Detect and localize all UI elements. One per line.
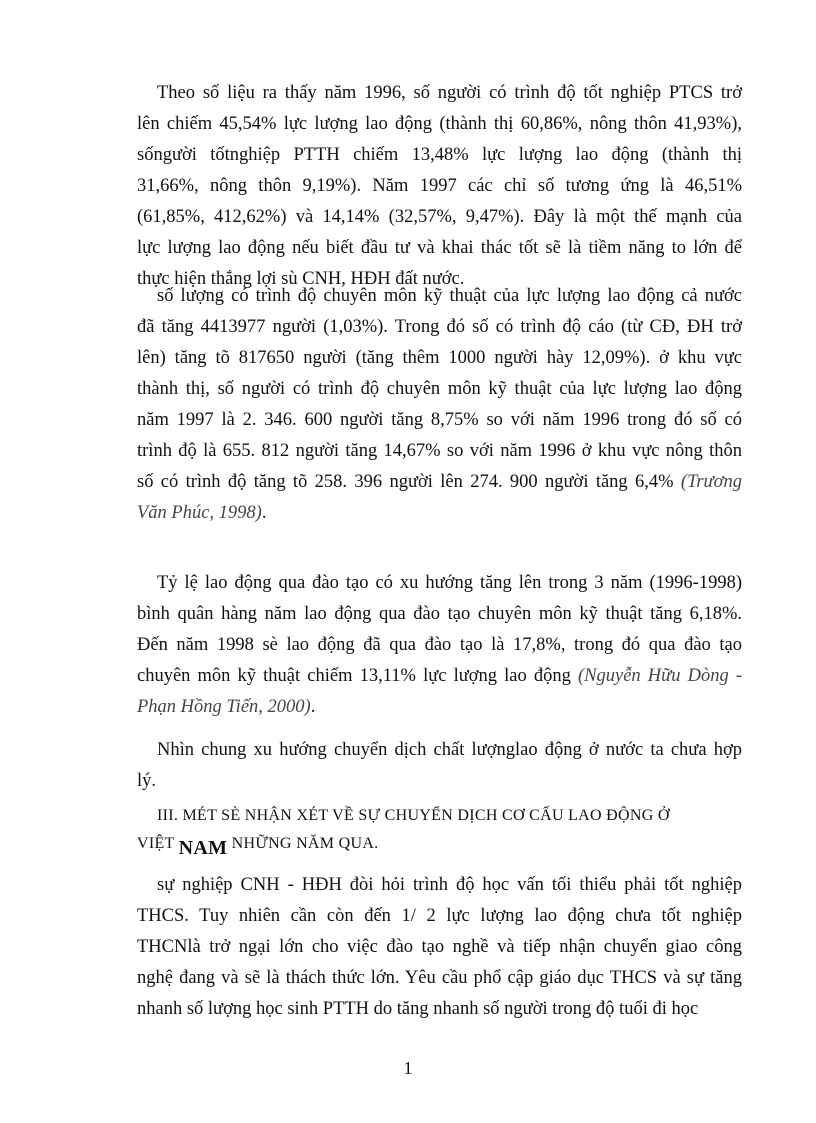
paragraph-industrialization xyxy=(137,870,742,1025)
heading-fragment: NAM xyxy=(178,837,228,859)
heading-fragment: NHỮNG NĂM QUA. xyxy=(231,835,379,852)
text-line: Đến năm 1998 sè lao động đã qua đào tạo là 17,8%, trong đó qua đào tạo xyxy=(137,635,742,655)
section-heading xyxy=(137,802,742,862)
heading-fragment: VIỆT xyxy=(137,835,175,852)
text-line xyxy=(137,467,742,498)
paragraph-education-level xyxy=(137,78,742,295)
citation: Văn Phúc, 1998) xyxy=(137,503,262,523)
text-line: lực lượng lao động nếu biết đầu tư và khai thác tốt sẽ là tiềm năng to lớn để xyxy=(137,238,742,258)
text-line: thành thị, số người có trình độ chuyên môn kỹ thuật của lực lượng lao động xyxy=(137,379,742,399)
text-line: đã tăng 4413977 người (1,03%). Trong đó số có trình độ cáo (từ CĐ, ĐH trở xyxy=(137,317,742,337)
text-line: năm 1997 là 2. 346. 600 người tăng 8,75% so với năm 1996 trong đó số có xyxy=(137,410,742,430)
text-line: sốngười tốtnghiệp PTTH chiếm 13,48% lực lượng lao động (thành thị xyxy=(137,145,742,165)
heading-line xyxy=(137,830,742,862)
text-line: thực hiện thắng lợi sù CNH, HĐH đất nước. xyxy=(137,269,465,289)
text-line: lên chiếm 45,54% lực lượng lao động (thành thị 60,86%, nông thôn 41,93%), xyxy=(137,114,742,134)
heading-line: III. MÉT SÈ NHẬN XÉT VỀ SỰ CHUYỂN DỊCH CƠ CẤU LAO ĐỘNG Ở xyxy=(157,807,670,824)
text-line: (61,85%, 412,62%) và 14,14% (32,57%, 9,47%). Đây là một thế mạnh của xyxy=(137,207,742,227)
text-line: lý. xyxy=(137,771,157,791)
text-line xyxy=(137,692,742,723)
text-line xyxy=(137,498,742,529)
text-line: THCS. Tuy nhiên cần còn đến 1/ 2 lực lượng lao động chưa tốt nghiệp xyxy=(137,906,742,926)
text-line: 31,66%, nông thôn 9,19%). Năm 1997 các chỉ số tương ứng là 46,51% xyxy=(137,176,742,196)
text-line: nhanh số lượng học sinh PTTH do tăng nhanh số người trong độ tuổi đi học xyxy=(137,999,699,1019)
citation: (Trương xyxy=(680,472,743,492)
text-fragment: . xyxy=(310,697,316,717)
text-line: số lượng có trình độ chuyên môn kỹ thuật của lực lượng lao động cả nước xyxy=(157,286,742,306)
text-line: Theo số liệu ra thấy năm 1996, số người có trình độ tốt nghiệp PTCS trở xyxy=(157,83,742,103)
text-line: Nhìn chung xu hướng chuyển dịch chất lượnglao động ở nước ta chưa hợp xyxy=(157,740,742,760)
text-line: nghệ đang và sẽ là thách thức lớn. Yêu cầu phổ cập giáo dục THCS và sự tăng xyxy=(137,968,742,988)
text-line: bình quân hàng năm lao động qua đào tạo chuyên môn kỹ thuật tăng 6,18%. xyxy=(137,604,742,624)
citation: (Nguyễn Hữu Dòng - xyxy=(577,666,742,686)
text-fragment: chuyên môn kỹ thuật chiếm 13,11% lực lượng lao động xyxy=(137,666,571,686)
text-line: lên) tăng tõ 817650 người (tăng thêm 1000 người hày 12,09%). ở khu vực xyxy=(137,348,742,368)
text-line: THCNlà trở ngại lớn cho việc đào tạo nghề và tiếp nhận chuyển giao công xyxy=(137,937,742,957)
paragraph-summary xyxy=(137,735,742,797)
paragraph-training-rate xyxy=(137,568,742,723)
text-line: trình độ là 655. 812 người tăng 14,67% so với năm 1996 ở khu vực nông thôn xyxy=(137,441,742,461)
page-number: 1 xyxy=(403,1058,413,1078)
text-fragment: số có trình độ tăng tõ 258. 396 người lên 274. 900 người tăng 6,4% xyxy=(137,472,674,492)
text-line: Tỷ lệ lao động qua đào tạo có xu hướng tăng lên trong 3 năm (1996-1998) xyxy=(157,573,742,593)
paragraph-technical-skills xyxy=(137,281,742,529)
text-line xyxy=(137,661,742,692)
text-line: sự nghiệp CNH - HĐH đòi hỏi trình độ học vấn tối thiểu phải tốt nghiệp xyxy=(157,875,742,895)
citation: Phạn Hồng Tiến, 2000) xyxy=(137,697,311,717)
text-fragment: . xyxy=(261,503,267,523)
